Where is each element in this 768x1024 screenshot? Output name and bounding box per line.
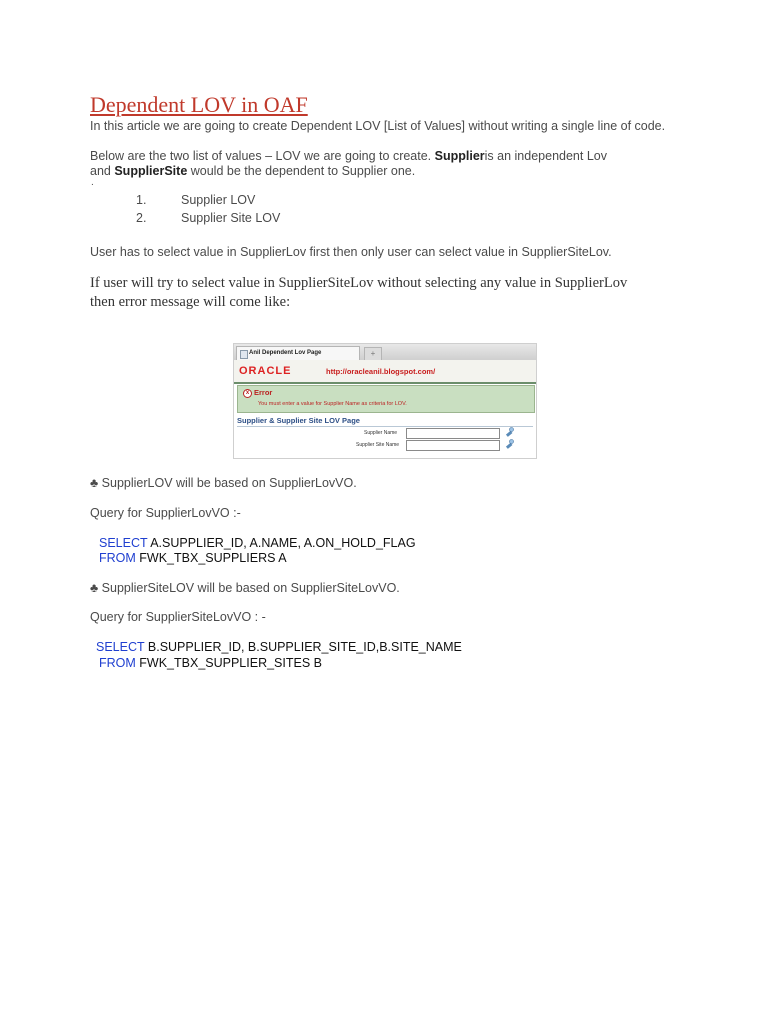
rule-paragraph: User has to select value in SupplierLov first then only user can select value in SupplierSiteLov. xyxy=(90,245,612,259)
sql-text: FWK_TBX_SUPPLIERS A xyxy=(135,551,287,565)
intro-paragraph: In this article we are going to create Dependent LOV [List of Values] without writing a single line of code. xyxy=(90,119,666,133)
query2-label: Query for SupplierSiteLovVO : - xyxy=(90,610,266,624)
oracle-logo: ORACLE xyxy=(239,365,292,377)
lov-description-line2 xyxy=(90,164,415,178)
desc-supplier-site: SupplierSite xyxy=(114,164,188,178)
desc-supplier: Supplier xyxy=(434,149,485,163)
sql-text: B.SUPPLIER_ID, B.SUPPLIER_SITE_ID,B.SITE_NAME xyxy=(144,640,462,654)
divider xyxy=(237,426,533,427)
supplier-site-name-label: Supplier Site Name xyxy=(356,442,400,448)
error-icon: x xyxy=(243,389,252,398)
desc-mid: is an independent Lov xyxy=(484,149,607,163)
sql-keyword: SELECT xyxy=(99,536,148,550)
error-box xyxy=(237,385,535,413)
error-title: Error xyxy=(254,388,273,397)
error-paragraph-line1: If user will try to select value in SupplierSiteLov without selecting any value in SupplierLov xyxy=(90,275,628,291)
browser-tab[interactable] xyxy=(236,346,360,360)
sql-keyword: SELECT xyxy=(96,640,145,654)
query1-line1 xyxy=(99,536,416,550)
query2-line1 xyxy=(96,640,462,654)
query1-label: Query for SupplierLovVO :- xyxy=(90,506,241,520)
list-item: Supplier LOV xyxy=(181,193,256,207)
browser-tab-bar xyxy=(234,344,536,360)
query2-line2 xyxy=(99,656,322,670)
bullet-supplier-lov: ♣ SupplierLOV will be based on SupplierLovVO. xyxy=(90,476,357,490)
flashlight-icon[interactable] xyxy=(504,439,514,449)
new-tab-button[interactable]: + xyxy=(364,347,382,361)
blog-url: http://oracleanil.blogspot.com/ xyxy=(326,367,436,376)
error-message: You must enter a value for Supplier Name as criteria for LOV. xyxy=(258,401,407,407)
sql-text: A.SUPPLIER_ID, A.NAME, A.ON_HOLD_FLAG xyxy=(147,536,416,550)
flashlight-icon[interactable] xyxy=(504,427,514,437)
oracle-banner xyxy=(234,360,536,384)
lov-description-line1 xyxy=(90,149,607,163)
page-title: Dependent LOV in OAF xyxy=(90,92,308,117)
error-screenshot xyxy=(233,343,537,459)
bullet-supplier-site-lov: ♣ SupplierSiteLOV will be based on SupplierSiteLovVO. xyxy=(90,581,400,595)
query1-line2 xyxy=(99,551,287,565)
desc-post: would be the dependent to Supplier one. xyxy=(187,164,416,178)
error-paragraph-line2: then error message will come like: xyxy=(90,294,291,310)
desc-and: and xyxy=(90,164,115,178)
supplier-name-input[interactable] xyxy=(406,428,500,439)
sql-text: FWK_TBX_SUPPLIER_SITES B xyxy=(135,656,322,670)
supplier-site-name-input[interactable] xyxy=(406,440,500,451)
sql-keyword: FROM xyxy=(99,656,136,670)
sql-keyword: FROM xyxy=(99,551,136,565)
supplier-name-label: Supplier Name xyxy=(364,430,398,436)
desc-pre: Below are the two list of values – LOV we are going to create. xyxy=(90,149,435,163)
list-item: Supplier Site LOV xyxy=(181,211,281,225)
page-icon xyxy=(240,350,248,359)
browser-tab-label: Anil Dependent Lov Page xyxy=(249,350,322,356)
list-item-number: 1. xyxy=(136,193,147,207)
stray-dot: . xyxy=(91,177,94,188)
lov-page-title: Supplier & Supplier Site LOV Page xyxy=(237,416,360,425)
list-item-number: 2. xyxy=(136,211,147,225)
